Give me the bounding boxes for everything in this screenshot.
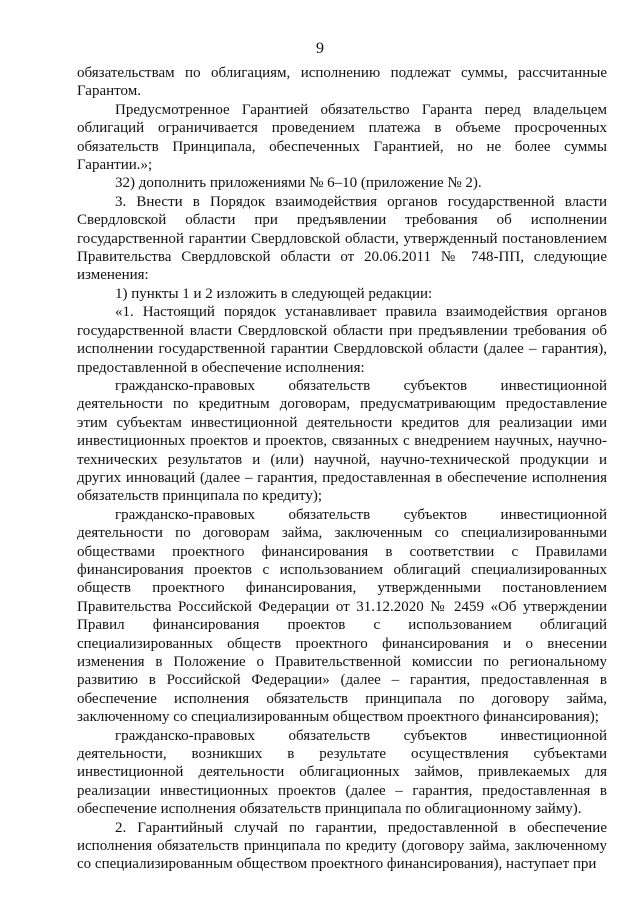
paragraph-continuation: обязательствам по облигациям, исполнению подлежат суммы, рассчитанные Гарантом. — [77, 65, 607, 100]
page-number: 9 — [316, 40, 324, 57]
paragraph-item-1: 1) пункты 1 и 2 изложить в следующей редакции: — [115, 285, 433, 302]
paragraph-clause-1: «1. Настоящий порядок устанавливает правила взаимодействия органов государственной власти Свердловской области при предъявлении требования об исполнении государственной гарантии Свердловской области (далее – гарантия), предоставленной в обеспечение исполнения: — [77, 304, 607, 376]
paragraph-section-3: 3. Внести в Порядок взаимодействия органов государственной власти Свердловской области при предъявлении требования об исполнении государственной гарантии Свердловской области, утвержденный постановлением Правительства Свердловской области от 20.06.2011 № 748-ПП, следующие изменения: — [77, 193, 607, 284]
paragraph-loan-obligations: гражданско-правовых обязательств субъектов инвестиционной деятельности по договорам займа, заключенным со специализированными обществами проектного финансирования в соответствии с Правилами финансирования проектов с использованием облигаций специализированных обществ проектного финансирования, утвержденными постановлением Правительства Российской Федерации от 31.12.2020 № 2459 «Об утверждении Правил финансирования проектов с использованием облигаций специализированных обществ проектного финансирования и о внесении изменения в Положение о Правительственной комиссии по региональному развитию в Российской Федерации» (далее – гарантия, предоставленная в обеспечение исполнения обязательств принципала по договору займа, заключенному со специализированным обществом проектного финансирования); — [77, 506, 607, 726]
paragraph-item-32: 32) дополнить приложениями № 6–10 (приложение № 2). — [115, 175, 482, 192]
document-body — [77, 64, 607, 874]
paragraph-bond-obligations: гражданско-правовых обязательств субъектов инвестиционной деятельности, возникших в результате осуществления субъектами инвестиционной деятельности облигационных займов, привлекаемых для реализации инвестиционных проектов (далее – гарантия, предоставленная в обеспечение исполнения обязательств принципала по облигационному займу). — [77, 727, 607, 818]
paragraph-credit-obligations: гражданско-правовых обязательств субъектов инвестиционной деятельности по кредитным договорам, предусматривающим предоставление этим субъектам инвестиционной деятельности кредитов для реализации ими инвестиционных проектов и проектов, связанных с внедрением научных, научно-технических результатов и (или) научной, научно-технической продукции и других инноваций (далее – гарантия, предоставленная в обеспечение исполнения обязательств принципала по кредиту); — [77, 377, 607, 505]
paragraph-guarantee-limit: Предусмотренное Гарантией обязательство Гаранта перед владельцем облигаций ограничивается проведением платежа в объеме просроченных обязательств Принципала, обеспеченных Гарантией, но не более суммы Гарантии.»; — [77, 101, 607, 174]
paragraph-clause-2: 2. Гарантийный случай по гарантии, предоставленной в обеспечение исполнения обязательств принципала по кредиту (договору займа, заключенному со специализированным обществом проектного финансирования), наступает при — [77, 819, 607, 873]
